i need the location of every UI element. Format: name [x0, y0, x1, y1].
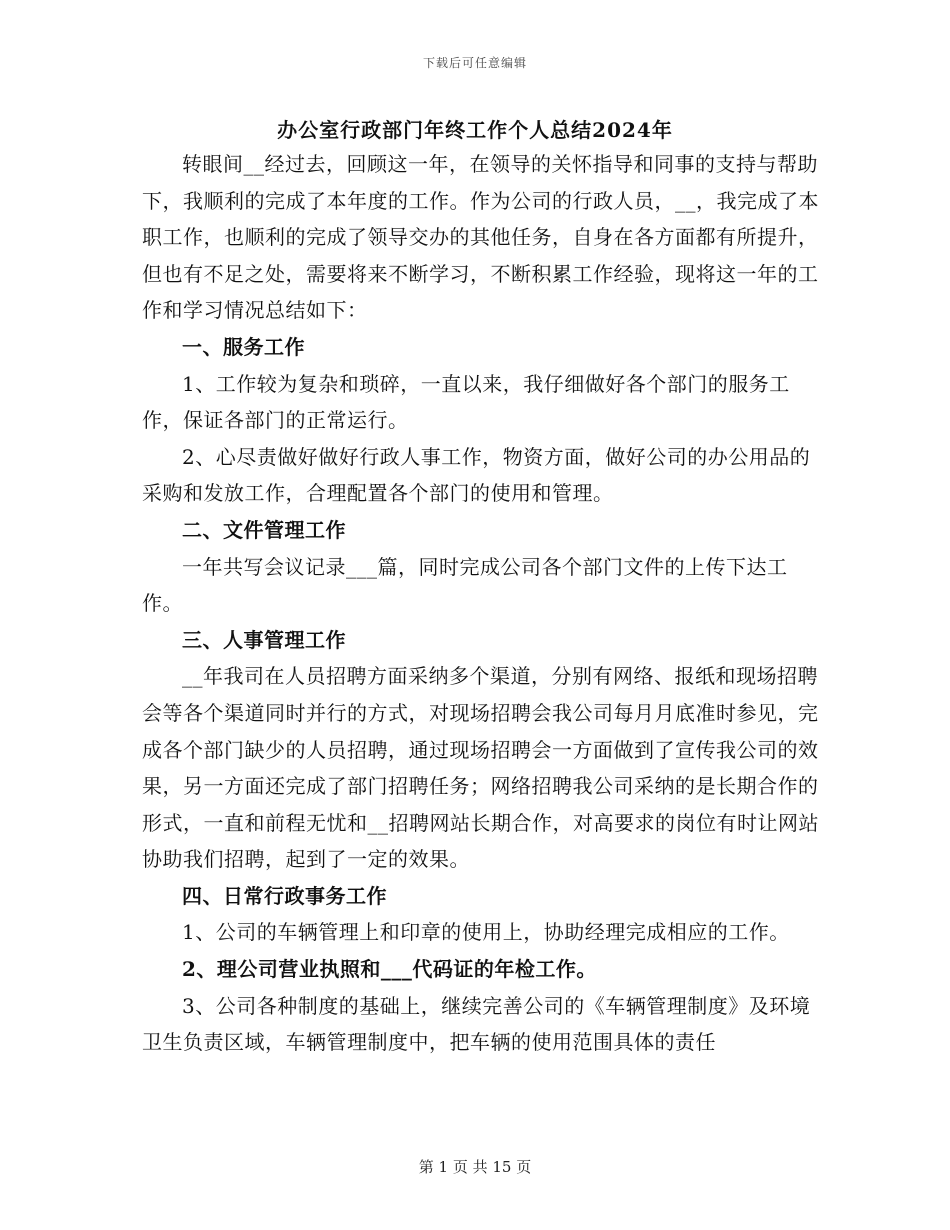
- section-heading-hr-management: 三、人事管理工作: [182, 627, 346, 652]
- daily-admin-item-2: 2、理公司营业执照和___代码证的年检工作。: [182, 957, 597, 982]
- section-heading-service: 一、服务工作: [182, 334, 305, 359]
- intro-paragraph: 转眼间__经过去，回顾这一年，在领导的关怀指导和同事的支持与帮助下，我顺利的完成了本年度的工作。作为公司的行政人员，__，我完成了本职工作，也顺利的完成了领导交办的其他任务，自身在各方面都有所提升，但也有不足之处，需要将来不断学习，不断积累工作经验，现将这一年的工作和学习情况总结如下：: [142, 152, 819, 323]
- section-heading-daily-admin: 四、日常行政事务工作: [182, 883, 387, 908]
- section-heading-file-management: 二、文件管理工作: [182, 517, 346, 542]
- file-management-paragraph: 一年共写会议记录___篇，同时完成公司各个部门文件的上传下达工作。: [142, 554, 788, 616]
- service-item-1: 1、工作较为复杂和琐碎，一直以来，我仔细做好各个部门的服务工作，保证各部门的正常运行。: [142, 371, 790, 433]
- document-title: 办公室行政部门年终工作个人总结2024年: [277, 118, 673, 142]
- download-note: 下载后可任意编辑: [422, 56, 527, 70]
- hr-management-paragraph: __年我司在人员招聘方面采纳多个渠道，分别有网络、报纸和现场招聘会等各个渠道同时并行的方式，对现场招聘会我公司每月月底准时参见，完成各个部门缺少的人员招聘，通过现场招聘会一方面做到了宣传我公司的效果，另一方面还完成了部门招聘任务；网络招聘我公司采纳的是长期合作的形式，一直和前程无忧和__招聘网站长期合作，对高要求的岗位有时让网站协助我们招聘，起到了一定的效果。: [142, 664, 819, 872]
- daily-admin-item-3: 3、公司各种制度的基础上，继续完善公司的《车辆管理制度》及环境卫生负责区域，车辆管理制度中，把车辆的使用范围具体的责任: [142, 993, 811, 1055]
- page-number: 第 1 页 共 15 页: [418, 1158, 532, 1176]
- document-body: [142, 146, 822, 1061]
- daily-admin-item-1: 1、公司的车辆管理上和印章的使用上，协助经理完成相应的工作。: [182, 920, 790, 945]
- service-item-2: 2、心尽责做好做好行政人事工作，物资方面，做好公司的办公用品的采购和发放工作，合理配置各个部门的使用和管理。: [142, 444, 811, 506]
